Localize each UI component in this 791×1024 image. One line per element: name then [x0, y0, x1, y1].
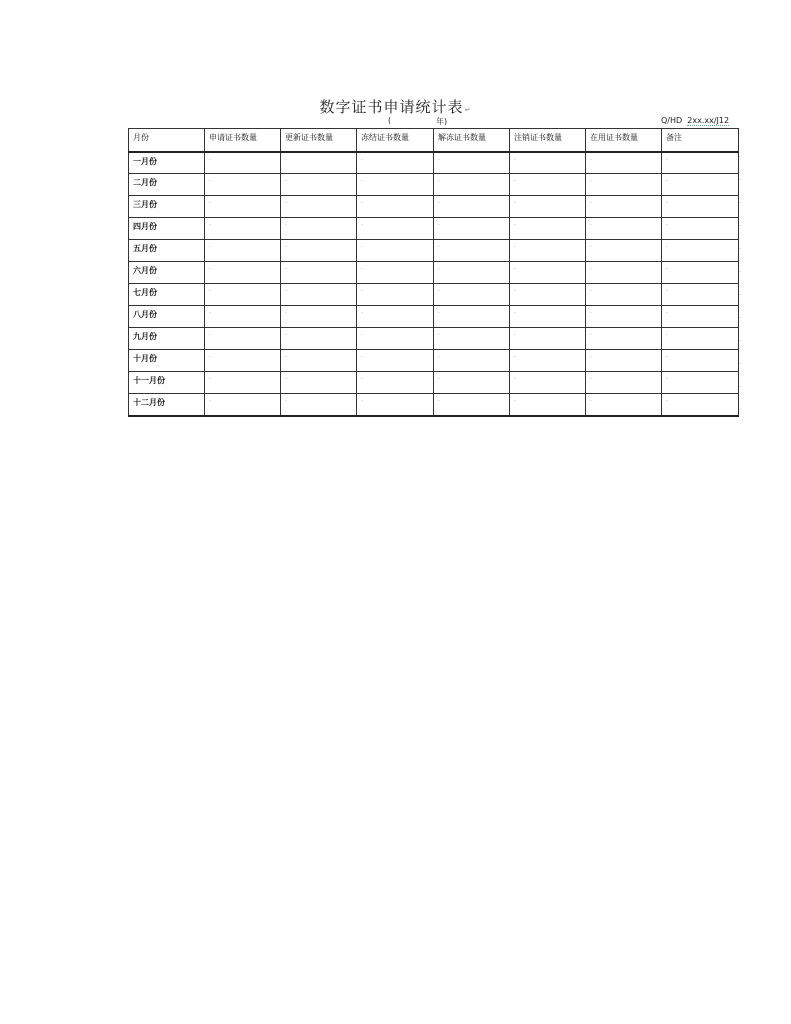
- table-cell[interactable]: ·: [281, 174, 357, 196]
- table-cell[interactable]: ·: [357, 174, 434, 196]
- table-cell[interactable]: ·: [205, 394, 281, 416]
- table-cell[interactable]: ·: [586, 306, 662, 328]
- table-cell[interactable]: ·: [510, 372, 586, 394]
- row-end-mark: ·: [739, 315, 741, 322]
- table-cell[interactable]: ·: [662, 152, 739, 174]
- table-cell[interactable]: ·: [205, 350, 281, 372]
- table-cell[interactable]: ·: [205, 306, 281, 328]
- table-cell[interactable]: ·: [586, 350, 662, 372]
- table-cell[interactable]: ·: [586, 328, 662, 350]
- row-end-mark: ·: [739, 246, 741, 253]
- header-remarks: 备注: [662, 129, 739, 152]
- table-cell[interactable]: ·: [586, 262, 662, 284]
- table-row: [129, 196, 739, 218]
- table-cell[interactable]: ·: [357, 306, 434, 328]
- table-cell[interactable]: ·: [586, 152, 662, 174]
- table-cell[interactable]: ·: [586, 196, 662, 218]
- table-cell[interactable]: ·: [662, 218, 739, 240]
- month-cell: 六月份: [129, 262, 205, 284]
- table-cell[interactable]: ·: [510, 350, 586, 372]
- table-row: [129, 394, 739, 416]
- month-cell: 一月份: [129, 152, 205, 174]
- table-cell[interactable]: ·: [281, 240, 357, 262]
- table-cell[interactable]: ·: [510, 196, 586, 218]
- row-end-mark: ·: [739, 407, 741, 414]
- paragraph-mark-icon: ↵: [464, 106, 472, 114]
- row-end-mark: ·: [739, 384, 741, 391]
- month-cell: 七月份: [129, 284, 205, 306]
- month-cell: 九月份: [129, 328, 205, 350]
- table-cell[interactable]: ·: [662, 350, 739, 372]
- table-cell[interactable]: ·: [205, 218, 281, 240]
- row-end-mark: ·: [739, 154, 741, 161]
- table-row: [129, 262, 739, 284]
- table-cell[interactable]: ·: [662, 240, 739, 262]
- table-cell[interactable]: ·: [662, 284, 739, 306]
- table-cell[interactable]: ·: [281, 350, 357, 372]
- table-cell[interactable]: ·: [434, 394, 510, 416]
- table-cell[interactable]: ·: [434, 196, 510, 218]
- table-row: [129, 328, 739, 350]
- table-row: [129, 152, 739, 174]
- table-cell[interactable]: ·: [281, 306, 357, 328]
- row-end-mark: ·: [739, 292, 741, 299]
- table-cell[interactable]: ·: [510, 218, 586, 240]
- month-cell: 五月份: [129, 240, 205, 262]
- table-row: [129, 372, 739, 394]
- table-cell[interactable]: ·: [281, 284, 357, 306]
- table-cell[interactable]: ·: [510, 284, 586, 306]
- table-cell[interactable]: ·: [510, 306, 586, 328]
- table-cell[interactable]: ·: [434, 262, 510, 284]
- table-cell[interactable]: ·: [662, 262, 739, 284]
- table-cell[interactable]: ·: [205, 240, 281, 262]
- row-end-marks: [739, 128, 749, 427]
- month-cell: 四月份: [129, 218, 205, 240]
- table-cell[interactable]: ·: [205, 262, 281, 284]
- table-cell[interactable]: ·: [357, 328, 434, 350]
- table-cell[interactable]: ·: [205, 196, 281, 218]
- header-apply-count: 申请证书数量: [205, 129, 281, 152]
- table-cell[interactable]: ·: [434, 174, 510, 196]
- table-cell[interactable]: ·: [586, 174, 662, 196]
- document-title: [0, 96, 791, 117]
- code-prefix: Q/HD: [661, 116, 683, 125]
- title-text: 数字证书申请统计表: [319, 98, 464, 116]
- table-cell[interactable]: ·: [510, 174, 586, 196]
- table-cell[interactable]: ·: [205, 152, 281, 174]
- table-cell[interactable]: ·: [205, 372, 281, 394]
- table-cell[interactable]: ·: [357, 262, 434, 284]
- month-cell: 十二月份: [129, 394, 205, 416]
- table-cell[interactable]: ·: [357, 196, 434, 218]
- table-cell[interactable]: ·: [662, 174, 739, 196]
- table-cell[interactable]: ·: [357, 394, 434, 416]
- table-cell[interactable]: ·: [281, 262, 357, 284]
- row-end-mark: ·: [739, 338, 741, 345]
- table-cell[interactable]: ·: [357, 218, 434, 240]
- table-row: [129, 174, 739, 196]
- table-cell[interactable]: ·: [434, 350, 510, 372]
- table-cell[interactable]: ·: [434, 328, 510, 350]
- month-cell: 十月份: [129, 350, 205, 372]
- month-cell: 三月份: [129, 196, 205, 218]
- table-cell[interactable]: ·: [281, 196, 357, 218]
- table-cell[interactable]: ·: [662, 306, 739, 328]
- table-cell[interactable]: ·: [662, 328, 739, 350]
- table-cell[interactable]: ·: [510, 394, 586, 416]
- row-end-mark: ·: [739, 200, 741, 207]
- table-cell[interactable]: ·: [434, 218, 510, 240]
- table-cell[interactable]: ·: [357, 372, 434, 394]
- row-end-mark: ·: [739, 269, 741, 276]
- month-cell: 二月份: [129, 174, 205, 196]
- header-freeze-count: 冻结证书数量: [357, 129, 434, 152]
- table-cell[interactable]: ·: [357, 284, 434, 306]
- statistics-table: [128, 128, 739, 417]
- table-row: [129, 218, 739, 240]
- table-cell[interactable]: ·: [357, 152, 434, 174]
- table-cell[interactable]: ·: [586, 284, 662, 306]
- table-row: [129, 306, 739, 328]
- table-cell[interactable]: ·: [281, 218, 357, 240]
- table-cell[interactable]: ·: [662, 196, 739, 218]
- table-row: [129, 350, 739, 372]
- table-row: [129, 284, 739, 306]
- row-end-mark: ·: [739, 361, 741, 368]
- table-cell[interactable]: ·: [281, 372, 357, 394]
- header-update-count: 更新证书数量: [281, 129, 357, 152]
- header-in-use-count: 在用证书数量: [586, 129, 662, 152]
- table-cell[interactable]: ·: [281, 328, 357, 350]
- row-end-mark: ·: [739, 177, 741, 184]
- form-code: [661, 116, 729, 125]
- header-month: 月份: [129, 129, 205, 152]
- table-cell[interactable]: ·: [205, 328, 281, 350]
- table-cell[interactable]: ·: [281, 152, 357, 174]
- table-cell[interactable]: ·: [510, 262, 586, 284]
- header-unfreeze-count: 解冻证书数量: [434, 129, 510, 152]
- table-cell[interactable]: ·: [510, 328, 586, 350]
- table-cell[interactable]: ·: [586, 240, 662, 262]
- table-cell[interactable]: ·: [357, 240, 434, 262]
- table-cell[interactable]: ·: [662, 394, 739, 416]
- table-cell[interactable]: ·: [281, 394, 357, 416]
- table-cell[interactable]: ·: [434, 152, 510, 174]
- header-revoke-count: 注销证书数量: [510, 129, 586, 152]
- year-close: 年): [436, 117, 448, 126]
- table-cell[interactable]: ·: [434, 284, 510, 306]
- table-cell[interactable]: ·: [586, 218, 662, 240]
- table-cell[interactable]: ·: [586, 394, 662, 416]
- table-cell[interactable]: ·: [357, 350, 434, 372]
- table-cell[interactable]: ·: [434, 372, 510, 394]
- table-cell[interactable]: ·: [434, 240, 510, 262]
- month-cell: 十一月份: [129, 372, 205, 394]
- table-cell[interactable]: ·: [586, 372, 662, 394]
- row-end-mark: ·: [739, 223, 741, 230]
- table-header-row: [129, 129, 739, 152]
- month-cell: 八月份: [129, 306, 205, 328]
- table-cell[interactable]: ·: [662, 372, 739, 394]
- row-end-mark: ·: [739, 131, 741, 138]
- table-row: [129, 240, 739, 262]
- table-cell[interactable]: ·: [510, 152, 586, 174]
- code-value: 2xx.xx/J12: [687, 116, 730, 125]
- table-cell[interactable]: ·: [205, 174, 281, 196]
- table-cell[interactable]: ·: [510, 240, 586, 262]
- table-cell[interactable]: ·: [434, 306, 510, 328]
- year-open: (: [388, 116, 392, 125]
- table-cell[interactable]: ·: [205, 284, 281, 306]
